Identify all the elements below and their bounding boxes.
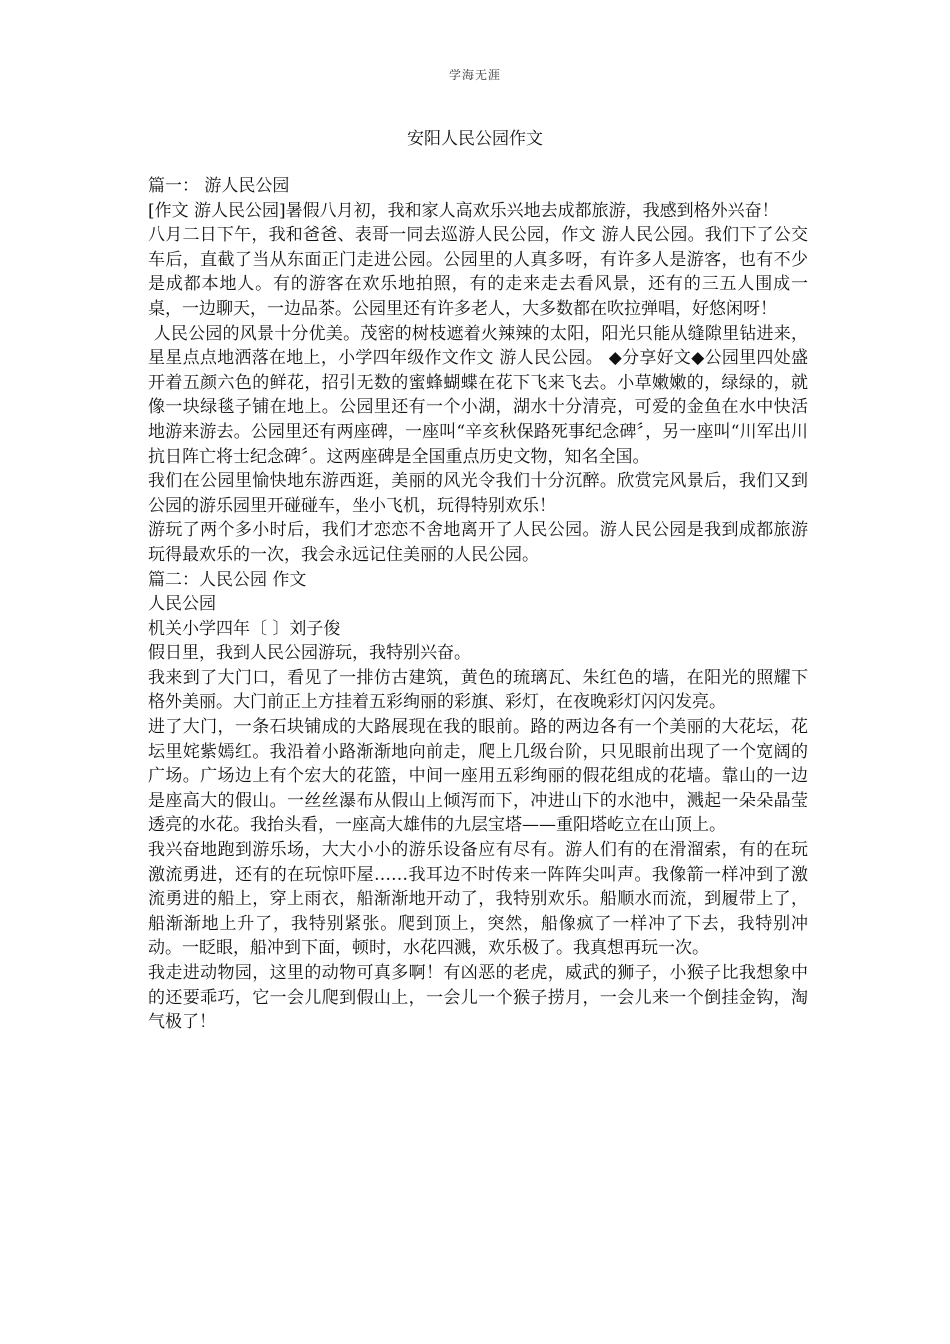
section-heading-1: 篇一： 游人民公园: [148, 176, 290, 196]
paragraph: 游玩了两个多小时后，我们才恋恋不舍地离开了人民公园。游人民公园是我到成都旅游玩得最欢乐的一次，我会永远记住美丽的人民公园。: [148, 520, 808, 565]
article-body: [148, 174, 808, 1035]
paragraph: 我来到了大门口，看见了一排仿古建筑，黄色的琉璃瓦、朱红色的墙，在阳光的照耀下格外美丽。大门前正上方挂着五彩绚丽的彩旗、彩灯，在夜晚彩灯闪闪发亮。: [148, 667, 808, 713]
author-line: 机关小学四年〔 〕刘子俊: [148, 618, 341, 639]
essay-title: 人民公园: [148, 594, 216, 615]
paragraph: 人民公园的风景十分优美。茂密的树枝遮着火辣辣的太阳，阳光只能从缝隙里钻进来，星星点点地洒落在地上，小学四年级作文作文 游人民公园。 ◆分享好文◆公园里四处盛开着五颜六色的鲜花，招引无数的蜜蜂蝴蝶在花下飞来飞去。小草嫩嫩的，绿绿的，就像一块绿毯子铺在地上。公园里还有一个小湖，湖水十分清亮，可爱的金鱼在水中快活地游来游去。公园里还有两座碑，一座叫“辛亥秋保路死事纪念碑〞，另一座叫“川军出川抗日阵亡将士纪念碑〞。这两座碑是全国重点历史文物，知名全国。: [148, 323, 809, 467]
paragraph: 我兴奋地跑到游乐场，大大小小的游乐设备应有尽有。游人们有的在滑溜索，有的在玩激流勇进，还有的在玩惊吓屋……我耳边不时传来一阵阵尖叫声。我像箭一样冲到了激流勇进的船上，穿上雨衣，船渐渐地开动了，我特别欢乐。船顺水而流，到履带上了，船渐渐地上升了，我特别紧张。爬到顶上，突然，船像疯了一样冲了下去，我特别冲动。一眨眼，船冲到下面，顿时，水花四溅，欢乐极了。我真想再玩一次。: [148, 840, 808, 959]
paragraph: 假日里，我到人民公园游玩，我特别兴奋。: [148, 643, 471, 664]
page-title: 安阳人民公园作文: [407, 129, 543, 149]
paragraph: 进了大门，一条石块铺成的大路展现在我的眼前。路的两边各有一个美丽的大花坛，花坛里姹紫嫣红。我沿着小路渐渐地向前走，爬上几级台阶，只见眼前出现了一个宽阔的广场。广场边上有个宏大的花篮，中间一座用五彩绚丽的假花组成的花墙。靠山的一边是座高大的假山。一丝丝瀑布从假山上倾泻而下，冲进山下的水池中，溅起一朵朵晶莹透亮的水花。我抬头看，一座高大雄伟的九层宝塔——重阳塔屹立在山顶上。: [148, 717, 808, 836]
paragraph: 八月二日下午，我和爸爸、表哥一同去巡游人民公园，作文 游人民公园。我们下了公交车后，直截了当从东面正门走进公园。公园里的人真多呀，有许多人是游客，也有不少是成都本地人。有的游客在欢乐地拍照，有的走来走去看风景，还有的三五人围成一桌，一边聊天，一边品茶。公园里还有许多老人，大多数都在吹拉弹唱，好悠闲呀！: [148, 225, 808, 319]
section-heading-2: 篇二：人民公园 作文: [148, 569, 307, 590]
header-watermark: 学海无涯: [448, 68, 501, 82]
paragraph: 我走进动物园，这里的动物可真多啊！有凶恶的老虎，威武的狮子，小猴子比我想象中的还要乖巧，它一会儿爬到假山上，一会儿一个猴子捞月，一会儿来一个倒挂金钩，淘气极了！: [148, 963, 808, 1033]
paragraph: 我们在公园里愉快地东游西逛，美丽的风光令我们十分沉醉。欣赏完风景后，我们又到公园的游乐园里开碰碰车，坐小飞机，玩得特别欢乐！: [148, 471, 808, 516]
paragraph: [作文 游人民公园]暑假八月初，我和家人高欢乐兴地去成都旅游，我感到格外兴奋！: [148, 200, 779, 221]
